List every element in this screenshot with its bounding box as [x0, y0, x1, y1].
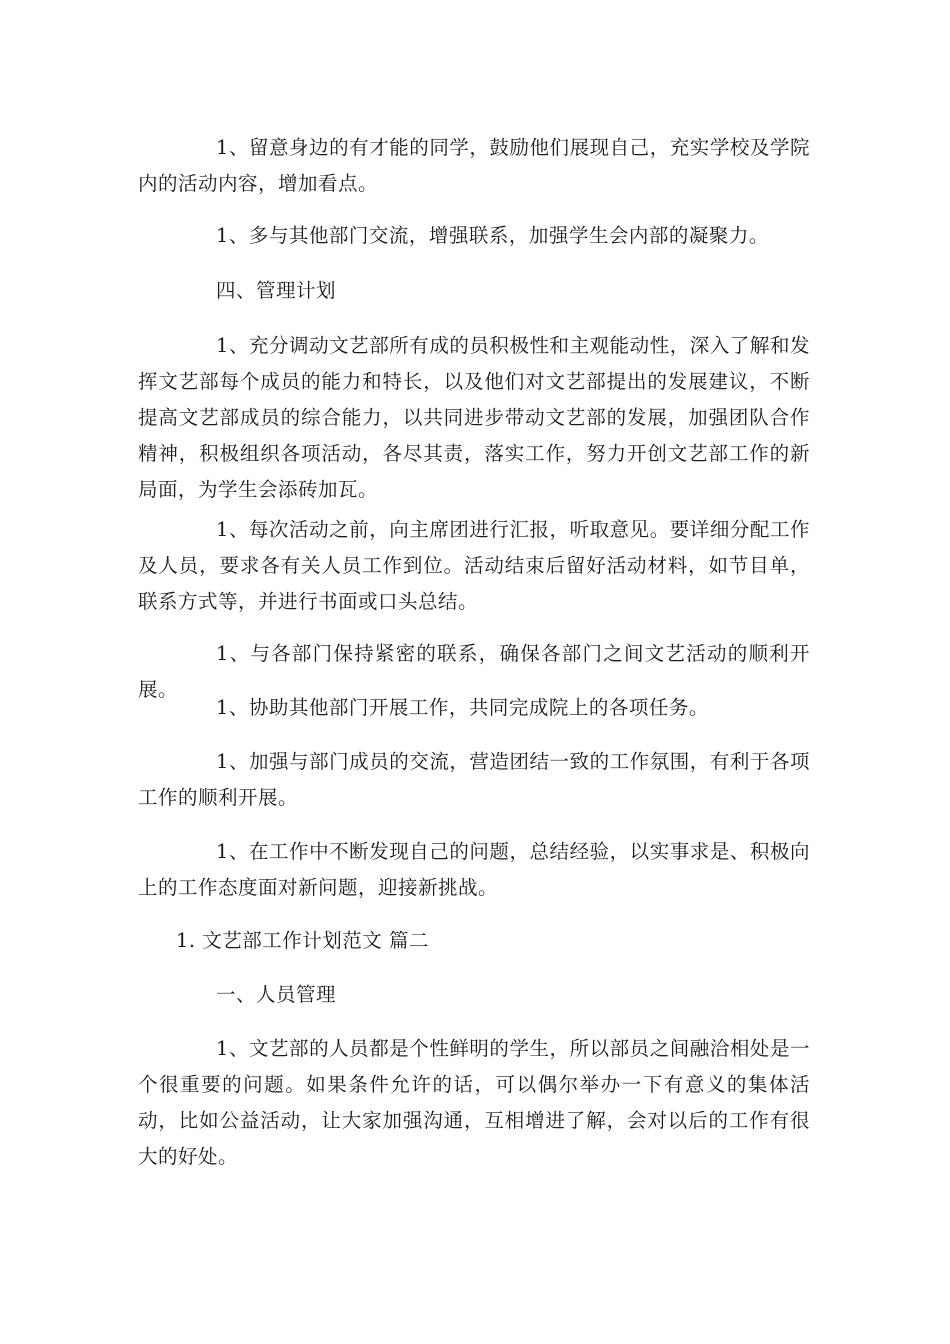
section-heading-management-plan: 四、管理计划 — [216, 279, 337, 302]
paragraph-activity-reporting: 1、每次活动之前，向主席团进行汇报，听取意见。要详细分配工作及人员，要求各有关人员工作到位。活动结束后留好活动材料，如节目单，联系方式等，并进行书面或口头总结。 — [138, 518, 810, 613]
paragraph-department-exchange: 1、多与其他部门交流，增强联系，加强学生会内部的凝聚力。 — [216, 224, 769, 247]
section-title-part-two: 1. 文艺部工作计划范文 篇二 — [176, 929, 430, 952]
paragraph-keep-contact: 1、与各部门保持紧密的联系，确保各部门之间文艺活动的顺利开展。 — [138, 642, 810, 701]
paragraph-assist-departments: 1、协助其他部门开展工作，共同完成院上的各项任务。 — [216, 696, 709, 719]
paragraph-talent-discovery: 1、留意身边的有才能的同学，鼓励他们展现自己，充实学校及学院内的活动内容，增加看点。 — [138, 136, 810, 195]
paragraph-self-improvement: 1、在工作中不断发现自己的问题，总结经验，以实事求是、积极向上的工作态度面对新问题，迎接新挑战。 — [138, 840, 810, 899]
paragraph-team-atmosphere: 1、加强与部门成员的交流，营造团结一致的工作氛围，有利于各项工作的顺利开展。 — [138, 750, 810, 809]
paragraph-mobilize-members: 1、充分调动文艺部所有成的员积极性和主观能动性，深入了解和发挥文艺部每个成员的能力和特长，以及他们对文艺部提出的发展建议，不断提高文艺部成员的综合能力，以共同进步带动文艺部的发展，加强团队合作精神，积极组织各项活动，各尽其责，落实工作，努力开创文艺部工作的新局面，为学生会添砖加瓦。 — [138, 334, 810, 501]
section-heading-personnel-management: 一、人员管理 — [216, 983, 337, 1006]
paragraph-personnel-harmony: 1、文艺部的人员都是个性鲜明的学生，所以部员之间融洽相处是一个很重要的问题。如果条件允许的话，可以偶尔举办一下有意义的集体活动，比如公益活动，让大家加强沟通，互相增进了解，会对以后的工作有很大的好处。 — [138, 1037, 810, 1168]
